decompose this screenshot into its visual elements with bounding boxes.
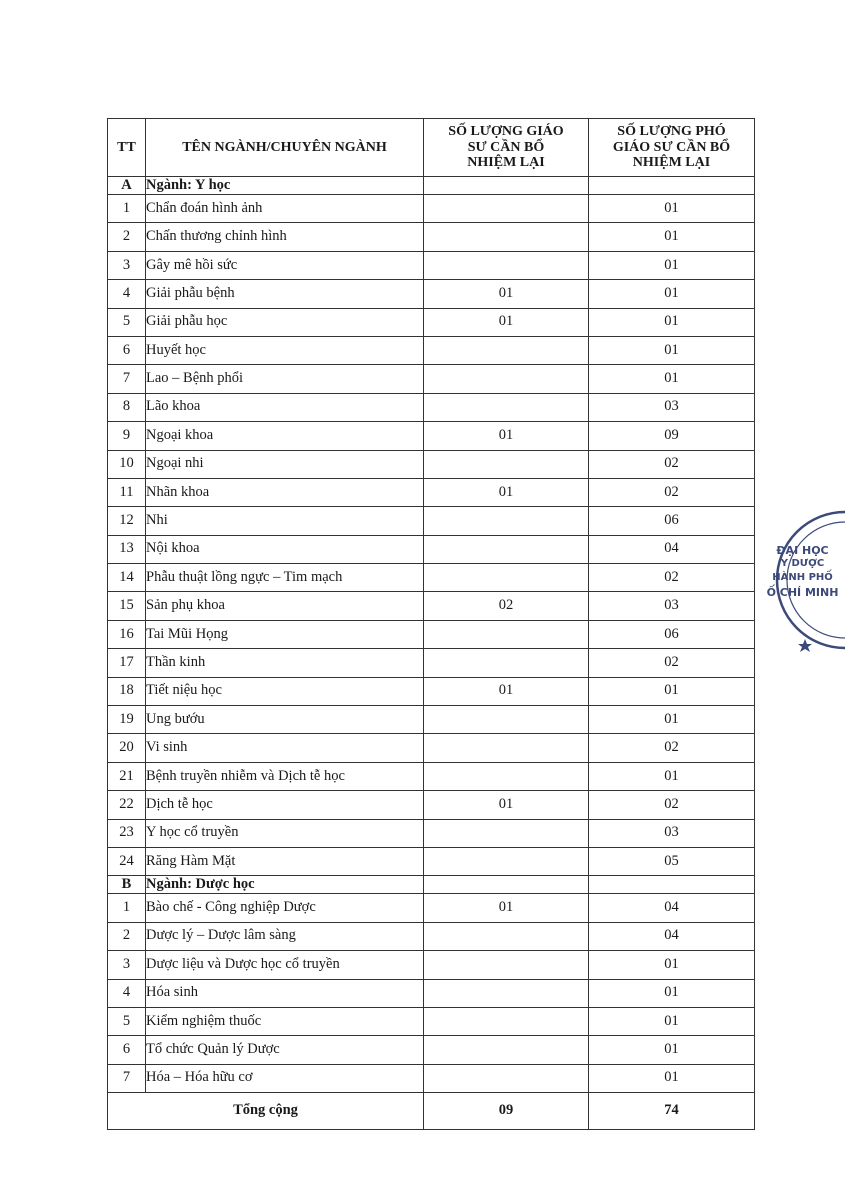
row-pgs: 04 [589, 535, 755, 563]
row-tt: 7 [108, 1064, 146, 1092]
row-tt: 23 [108, 819, 146, 847]
table-row [108, 507, 755, 535]
row-pgs: 02 [589, 478, 755, 506]
row-name: Lão khoa [146, 393, 424, 421]
row-pgs: 04 [589, 894, 755, 922]
official-seal [760, 500, 845, 660]
table-row [108, 706, 755, 734]
table-row [108, 365, 755, 393]
table-row [108, 592, 755, 620]
row-tt: 1 [108, 894, 146, 922]
row-gs [424, 223, 589, 251]
row-gs [424, 819, 589, 847]
row-name: Thần kinh [146, 649, 424, 677]
row-gs [424, 251, 589, 279]
section-code: A [108, 177, 146, 195]
row-gs: 01 [424, 791, 589, 819]
row-tt: 9 [108, 422, 146, 450]
row-pgs: 03 [589, 592, 755, 620]
row-gs [424, 706, 589, 734]
row-gs [424, 450, 589, 478]
row-name: Hóa sinh [146, 979, 424, 1007]
row-name: Chấn thương chỉnh hình [146, 223, 424, 251]
row-name: Sản phụ khoa [146, 592, 424, 620]
row-name: Tổ chức Quản lý Dược [146, 1036, 424, 1064]
row-gs [424, 535, 589, 563]
row-gs: 01 [424, 308, 589, 336]
table-row [108, 734, 755, 762]
row-tt: 2 [108, 922, 146, 950]
row-pgs: 01 [589, 251, 755, 279]
row-name: Tai Mũi Họng [146, 620, 424, 648]
row-pgs: 01 [589, 336, 755, 364]
table-header-row [108, 119, 755, 177]
row-gs [424, 507, 589, 535]
table-row [108, 979, 755, 1007]
row-pgs: 02 [589, 564, 755, 592]
table-row [108, 195, 755, 223]
row-pgs: 01 [589, 1036, 755, 1064]
row-gs [424, 649, 589, 677]
total-gs: 09 [424, 1093, 589, 1130]
header-gs: SỐ LƯỢNG GIÁO SƯ CẦN BỔ NHIỆM LẠI [424, 119, 589, 177]
row-gs [424, 365, 589, 393]
total-row [108, 1093, 755, 1130]
row-name: Ngoại khoa [146, 422, 424, 450]
table-row [108, 478, 755, 506]
table-row [108, 223, 755, 251]
row-tt: 11 [108, 478, 146, 506]
row-name: Ung bướu [146, 706, 424, 734]
row-gs: 02 [424, 592, 589, 620]
row-gs [424, 734, 589, 762]
row-pgs: 05 [589, 847, 755, 875]
row-pgs: 02 [589, 649, 755, 677]
row-tt: 5 [108, 308, 146, 336]
row-tt: 3 [108, 951, 146, 979]
row-tt: 6 [108, 1036, 146, 1064]
row-gs [424, 620, 589, 648]
row-tt: 14 [108, 564, 146, 592]
row-tt: 5 [108, 1007, 146, 1035]
seal-line-1: ĐẠI HỌC [776, 544, 829, 557]
row-tt: 3 [108, 251, 146, 279]
row-gs: 01 [424, 677, 589, 705]
row-gs [424, 564, 589, 592]
table-row [108, 894, 755, 922]
row-pgs: 01 [589, 195, 755, 223]
row-tt: 22 [108, 791, 146, 819]
table-row [108, 1007, 755, 1035]
row-pgs: 01 [589, 762, 755, 790]
row-pgs: 01 [589, 979, 755, 1007]
row-tt: 24 [108, 847, 146, 875]
row-name: Lao – Bệnh phổi [146, 365, 424, 393]
row-gs [424, 1064, 589, 1092]
row-name: Nội khoa [146, 535, 424, 563]
total-pgs: 74 [589, 1093, 755, 1130]
row-tt: 7 [108, 365, 146, 393]
header-tt: TT [108, 119, 146, 177]
table-row [108, 422, 755, 450]
row-name: Giải phẫu học [146, 308, 424, 336]
row-pgs: 01 [589, 280, 755, 308]
row-tt: 4 [108, 280, 146, 308]
row-gs [424, 393, 589, 421]
row-name: Y học cổ truyền [146, 819, 424, 847]
section-code: B [108, 876, 146, 894]
row-pgs: 02 [589, 734, 755, 762]
row-name: Vi sinh [146, 734, 424, 762]
row-tt: 10 [108, 450, 146, 478]
row-pgs: 01 [589, 706, 755, 734]
row-pgs: 02 [589, 450, 755, 478]
table-row [108, 649, 755, 677]
row-pgs: 01 [589, 1064, 755, 1092]
table-row [108, 951, 755, 979]
table-row [108, 620, 755, 648]
row-tt: 6 [108, 336, 146, 364]
row-pgs: 01 [589, 365, 755, 393]
row-pgs: 01 [589, 677, 755, 705]
row-gs: 01 [424, 280, 589, 308]
row-gs [424, 1036, 589, 1064]
row-name: Kiểm nghiệm thuốc [146, 1007, 424, 1035]
row-pgs: 01 [589, 951, 755, 979]
row-gs: 01 [424, 422, 589, 450]
row-name: Dịch tễ học [146, 791, 424, 819]
row-pgs: 06 [589, 507, 755, 535]
row-gs [424, 762, 589, 790]
row-name: Dược lý – Dược lâm sàng [146, 922, 424, 950]
table-row [108, 393, 755, 421]
row-name: Nhi [146, 507, 424, 535]
row-name: Gây mê hồi sức [146, 251, 424, 279]
row-tt: 13 [108, 535, 146, 563]
section-title: Ngành: Dược học [146, 876, 424, 894]
row-name: Huyết học [146, 336, 424, 364]
row-name: Phẫu thuật lồng ngực – Tim mạch [146, 564, 424, 592]
table-row [108, 1064, 755, 1092]
row-pgs: 01 [589, 223, 755, 251]
table-row [108, 535, 755, 563]
row-tt: 12 [108, 507, 146, 535]
row-gs [424, 1007, 589, 1035]
row-tt: 21 [108, 762, 146, 790]
table-row [108, 1036, 755, 1064]
row-pgs: 01 [589, 1007, 755, 1035]
row-tt: 4 [108, 979, 146, 1007]
table-row [108, 251, 755, 279]
row-name: Nhãn khoa [146, 478, 424, 506]
row-tt: 2 [108, 223, 146, 251]
row-pgs: 09 [589, 422, 755, 450]
table-row [108, 922, 755, 950]
row-gs [424, 979, 589, 1007]
row-name: Răng Hàm Mặt [146, 847, 424, 875]
row-tt: 18 [108, 677, 146, 705]
row-tt: 17 [108, 649, 146, 677]
table-row [108, 336, 755, 364]
table-row [108, 450, 755, 478]
row-gs [424, 336, 589, 364]
header-name: TÊN NGÀNH/CHUYÊN NGÀNH [146, 119, 424, 177]
appointment-table [107, 118, 755, 1130]
row-name: Bào chế - Công nghiệp Dược [146, 894, 424, 922]
section-title: Ngành: Y học [146, 177, 424, 195]
table-row [108, 819, 755, 847]
table-row [108, 308, 755, 336]
row-tt: 15 [108, 592, 146, 620]
row-pgs: 03 [589, 819, 755, 847]
row-gs [424, 847, 589, 875]
row-pgs: 03 [589, 393, 755, 421]
row-tt: 19 [108, 706, 146, 734]
row-tt: 1 [108, 195, 146, 223]
table-row [108, 762, 755, 790]
row-tt: 20 [108, 734, 146, 762]
row-name: Hóa – Hóa hữu cơ [146, 1064, 424, 1092]
row-name: Tiết niệu học [146, 677, 424, 705]
table-row [108, 791, 755, 819]
row-pgs: 02 [589, 791, 755, 819]
row-name: Ngoại nhi [146, 450, 424, 478]
row-name: Giải phẫu bệnh [146, 280, 424, 308]
row-tt: 8 [108, 393, 146, 421]
row-tt: 16 [108, 620, 146, 648]
row-name: Chẩn đoán hình ảnh [146, 195, 424, 223]
table-row [108, 677, 755, 705]
table-row [108, 847, 755, 875]
seal-line-3: HÀNH PHỐ [772, 572, 833, 583]
row-name: Bệnh truyền nhiễm và Dịch tễ học [146, 762, 424, 790]
seal-line-4: Ố CHÍ MINH [766, 586, 839, 599]
row-name: Dược liệu và Dược học cổ truyền [146, 951, 424, 979]
table-row [108, 280, 755, 308]
table-row [108, 564, 755, 592]
header-pgs: SỐ LƯỢNG PHÓ GIÁO SƯ CẦN BỔ NHIỆM LẠI [589, 119, 755, 177]
section-row-b [108, 876, 755, 894]
row-pgs: 01 [589, 308, 755, 336]
row-gs: 01 [424, 894, 589, 922]
row-gs [424, 951, 589, 979]
row-pgs: 06 [589, 620, 755, 648]
seal-line-2: Y DƯỢC [780, 558, 825, 569]
section-row-a [108, 177, 755, 195]
row-gs [424, 922, 589, 950]
total-label: Tổng cộng [108, 1093, 424, 1130]
row-pgs: 04 [589, 922, 755, 950]
row-gs: 01 [424, 478, 589, 506]
row-gs [424, 195, 589, 223]
